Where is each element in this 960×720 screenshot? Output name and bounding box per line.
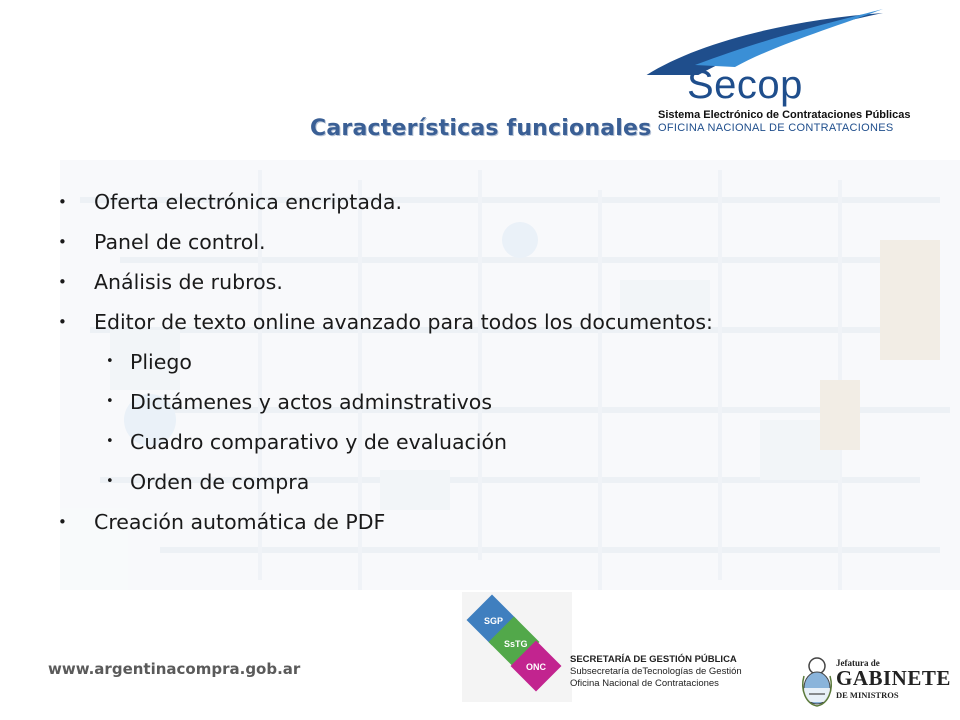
list-item-text: Creación automática de PDF <box>94 510 386 534</box>
sub-list-item-text: Cuadro comparativo y de evaluación <box>130 430 508 454</box>
slide-title: Características funcionales <box>310 116 652 141</box>
list-item-text: Oferta electrónica encriptada. <box>94 190 403 214</box>
secop-logo <box>625 5 955 140</box>
bullet-icon: • <box>58 513 67 531</box>
sub-bullet-icon: • <box>106 434 114 449</box>
sgp-logo-text <box>570 654 742 690</box>
jefatura-gabinete-logo <box>800 654 955 709</box>
jefatura-big-text: GABINETE <box>836 666 951 690</box>
sub-list-item-text: Dictámenes y actos adminstrativos <box>130 390 493 414</box>
sub-list-item-text: Pliego <box>130 350 192 374</box>
coat-of-arms-icon <box>800 656 834 708</box>
sub-bullet-icon: • <box>106 354 114 369</box>
bullet-icon: • <box>58 273 67 291</box>
jefatura-small-text: Jefatura de <box>836 658 880 668</box>
footer-url: www.argentinacompra.gob.ar <box>48 660 301 678</box>
onc-square-label: ONC <box>526 662 546 672</box>
sgp-square-label: SGP <box>484 616 504 626</box>
secop-wordmark: Secop <box>687 63 803 107</box>
list-item-text: Panel de control. <box>94 230 266 254</box>
sub-bullet-icon: • <box>106 474 114 489</box>
bullet-icon: • <box>58 233 67 251</box>
secop-subtitle-1: Sistema Electrónico de Contrataciones Públicas <box>658 109 911 121</box>
sgp-line-1: SECRETARÍA DE GESTIÓN PÚBLICA <box>570 654 737 665</box>
secop-subtitle-2: OFICINA NACIONAL DE CONTRATACIONES <box>658 122 894 134</box>
sgp-line-2: Subsecretaría deTecnologías de Gestión <box>570 666 742 677</box>
sgp-line-3: Oficina Nacional de Contrataciones <box>570 678 719 689</box>
sstg-square-label: SsTG <box>504 639 528 649</box>
sub-list-item-text: Orden de compra <box>130 470 310 494</box>
jefatura-sub-text: DE MINISTROS <box>836 690 899 700</box>
sub-bullet-icon: • <box>106 394 114 409</box>
sgp-logo-icon <box>462 592 572 702</box>
list-item-text: Análisis de rubros. <box>94 270 283 294</box>
list-item-text: Editor de texto online avanzado para todos los documentos: <box>94 310 713 334</box>
bullet-icon: • <box>58 313 67 331</box>
bullet-icon: • <box>58 193 67 211</box>
